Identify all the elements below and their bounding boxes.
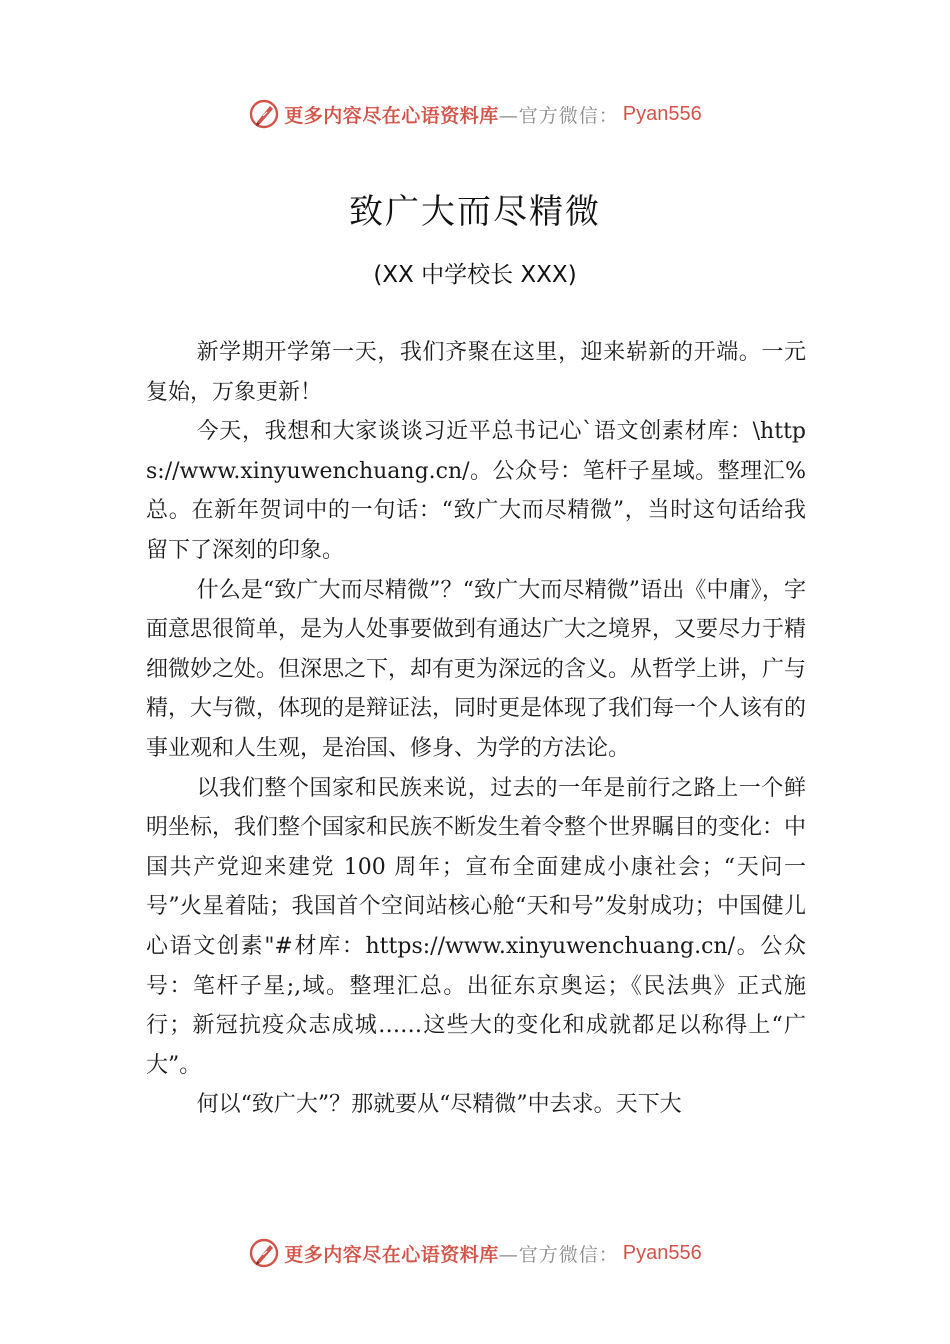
paragraph: 何以“致广大”？那就要从“尽精微”中去求。天下大 <box>196 1092 682 1118</box>
paragraph: 新学期开学第一天，我们齐聚在这里，迎来崭新的开端。一元复始，万象更新！ <box>146 340 806 405</box>
quill-logo-icon <box>248 1237 280 1269</box>
paragraph: 以我们整个国家和民族来说，过去的一年是前行之路上一个鲜明坐标，我们整个国家和民族不断发生着令整个世界瞩目的变化：中国共产党迎来建党 100 周年；宣布全面建成小康社会；“天问一号”火星着陆；我国首个空间站核心舱“天和号”发射成功；中国健儿心语文创素"#材库：https://www.xinyuwenchuang.cn/。公众号：笔杆子星;,域。整理汇总。出征东京奥运；《民法典》正式施行；新冠抗疫众志成城……这些大的变化和成就都足以称得上“广大”。 <box>146 775 807 1078</box>
document-body <box>146 333 806 1125</box>
paragraph: 什么是“致广大而尽精微”？“致广大而尽精微”语出《中庸》，字面意思很简单，是为人处事要做到有通达广大之境界，又要尽力于精细微妙之处。但深思之下，却有更为深远的含义。从哲学上讲，广与精，大与微，体现的是辩证法，同时更是体现了我们每一个人该有的事业观和人生观，是治国、修身、为学的方法论。 <box>146 577 807 761</box>
banner-brand-text: 更多内容尽在心语资料库 <box>284 1243 499 1266</box>
banner-separator-text: —官方微信： <box>498 104 619 127</box>
quill-logo-icon <box>248 98 280 130</box>
banner-wechat-id: Pyan556 <box>622 102 702 125</box>
footer-banner <box>0 1233 950 1273</box>
paragraph: 今天，我想和大家谈谈习近平总书记心`语文创素材库：\https://www.xinyuwenchuang.cn/。公众号：笔杆子星域。整理汇%总。在新年贺词中的一句话：“致广大而尽精微”，当时这句话给我留下了深刻的印象。 <box>146 419 806 563</box>
banner-separator-text: —官方微信： <box>498 1243 619 1266</box>
banner-brand-text: 更多内容尽在心语资料库 <box>284 104 499 127</box>
banner-wechat-id: Pyan556 <box>622 1241 702 1264</box>
author-line: (XX 中学校长 XXX) <box>373 262 577 288</box>
document-title: 致广大而尽精微 <box>349 192 601 232</box>
header-banner <box>0 94 950 134</box>
